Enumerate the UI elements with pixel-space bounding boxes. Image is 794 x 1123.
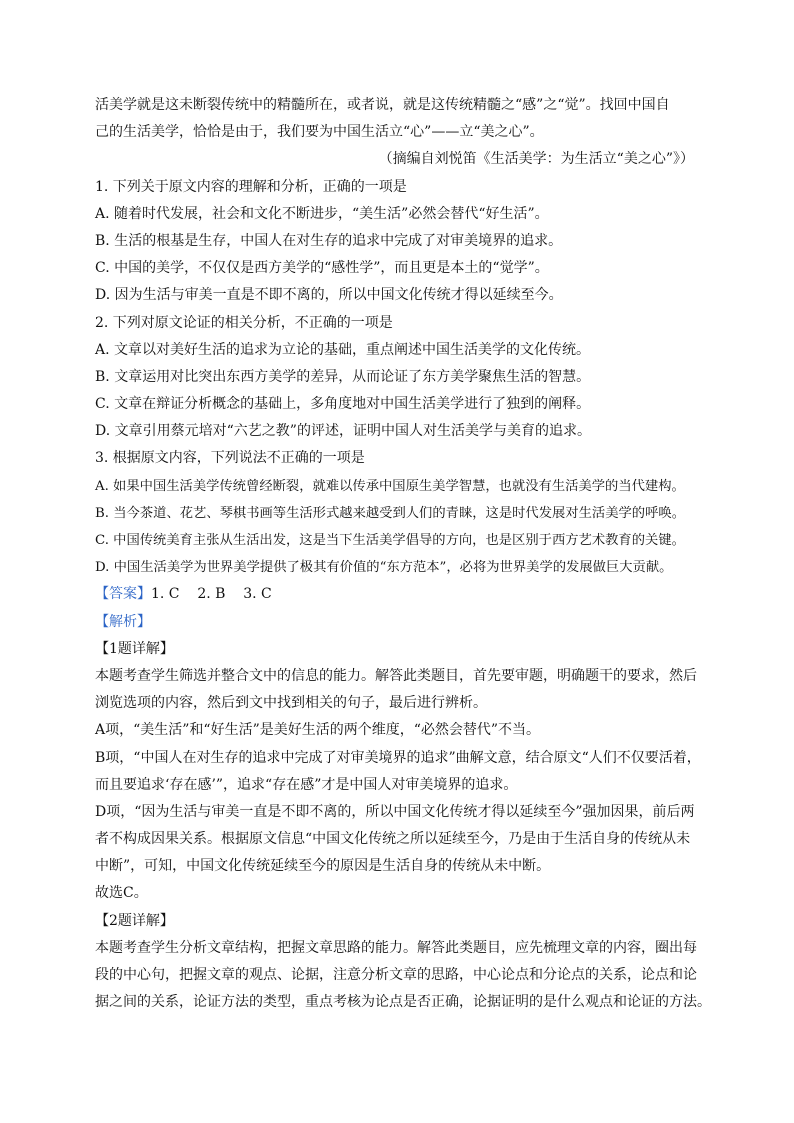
q1-analysis-line: B项，“中国人在对生存的追求中完成了对审美境界的追求”曲解文意，结合原文“人们不仅要活着， [95,749,701,766]
answer-values: 1. C 2. B 3. C [151,586,272,603]
question-3-option-d: D. 中国生活美学为世界美学提供了极其有价值的“东方范本”，必将为世界美学的发展做巨大贡献。 [95,560,673,576]
q1-analysis-line: 浏览选项的内容，然后到文中找到相关的句子，最后进行辨析。 [95,695,487,712]
question-2-option-a: A. 文章以对美好生活的追求为立论的基础，重点阐述中国生活美学的文化传统。 [95,341,591,358]
answer-row [95,581,700,608]
question-1-stem: 1. 下列关于原文内容的理解和分析，正确的一项是 [95,178,407,195]
analysis-label: 【解析】 [95,613,151,630]
document-content [95,92,711,1016]
question-3-option-b: B. 当今茶道、花艺、琴棋书画等生活形式越来越受到人们的青睐，这是时代发展对生活美学的呼唤。 [95,505,685,521]
q2-analysis-line: 段的中心句，把握文章的观点、论据，注意分析文章的思路，中心论点和分论点的关系，论点和论 [95,967,697,983]
q1-analysis-title: 【1题详解】 [95,640,174,657]
q2-analysis-title: 【2题详解】 [95,912,174,929]
passage-line-1: 活美学就是这未断裂传统中的精髓所在，或者说，就是这传统精髓之“感”之“觉”。找回中国自 [95,97,670,113]
question-2-option-d: D. 文章引用蔡元培对“六艺之教”的评述，证明中国人对生活美学与美育的追求。 [95,423,591,440]
q1-analysis-line: A项，“美生活”和“好生活”是美好生活的两个维度，“必然会替代”不当。 [95,722,541,739]
q1-analysis-line: D项，“因为生活与审美一直是不即不离的，所以中国文化传统才得以延续至今”强加因果，前后两 [95,803,695,820]
question-2-stem: 2. 下列对原文论证的相关分析，不正确的一项是 [95,314,393,331]
question-2-option-b: B. 文章运用对比突出东西方美学的差异，从而论证了东方美学聚焦生活的智慧。 [95,368,591,385]
question-3-option-c: C. 中国传统美育主张从生活出发，这是当下生活美学倡导的方向，也是区别于西方艺术教育的关键。 [95,533,685,548]
passage-line-2: 己的生活美学，恰恰是由于，我们要为中国生活立“心”——立“美之心”。 [95,124,544,141]
question-1-option-a: A. 随着时代发展，社会和文化不断进步，“美生活”必然会替代“好生活”。 [95,205,549,222]
question-1-option-b: B. 生活的根基是生存，中国人在对生存的追求中完成了对审美境界的追求。 [95,232,563,249]
question-1-option-c: C. 中国的美学，不仅仅是西方美学的“感性学”，而且更是本土的“觉学”。 [95,260,549,277]
question-2-option-c: C. 文章在辩证分析概念的基础上，多角度地对中国生活美学进行了独到的阐释。 [95,396,591,413]
question-3-option-a: A. 如果中国生活美学传统曾经断裂，就难以传承中国原生美学智慧，也就没有生活美学的当代建构。 [95,478,685,494]
q1-analysis-line: 本题考查学生筛选并整合文中的信息的能力。解答此类题目，首先要审题，明确题干的要求，然后 [95,667,697,684]
answer-label: 【答案】 [95,586,151,603]
q1-analysis-line: 而且要追求‘存在感’”，追求“存在感”才是中国人对审美境界的追求。 [95,776,518,793]
q1-analysis-line: 者不构成因果关系。根据原文信息“中国文化传统之所以延续至今，乃是由于生活自身的传统从未 [95,831,691,848]
passage-source: （摘编自刘悦笛《生活美学：为生活立“美之心”》） [378,151,694,168]
q2-analysis-line: 本题考查学生分析文章结构，把握文章思路的能力。解答此类题目，应先梳理文章的内容，圈出每 [95,939,697,956]
q1-analysis-line: 故选C。 [95,885,148,902]
q1-analysis-line: 中断”，可知，中国文化传统延续至今的原因是生活自身的传统从未中断。 [95,858,551,875]
question-1-option-d: D. 因为生活与审美一直是不即不离的，所以中国文化传统才得以延续至今。 [95,287,563,304]
q2-analysis-line: 据之间的关系，论证方法的类型，重点考核为论点是否正确，论据证明的是什么观点和论证的方法。 [95,994,711,1011]
question-3-stem: 3. 根据原文内容，下列说法不正确的一项是 [95,450,365,467]
